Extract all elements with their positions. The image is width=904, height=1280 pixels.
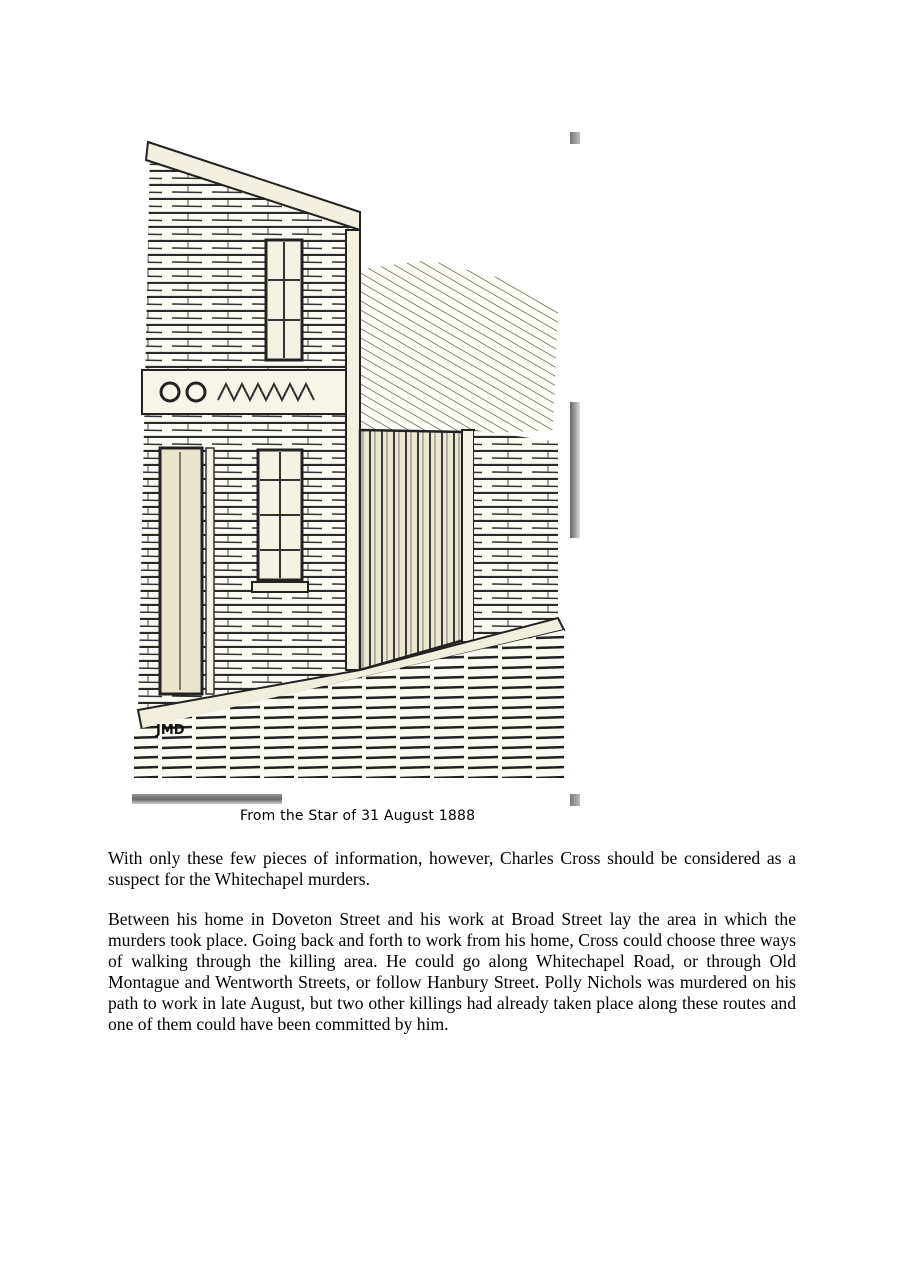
street-sketch-illustration bbox=[128, 130, 568, 800]
scan-artifact-mark bbox=[570, 132, 580, 144]
body-paragraph: With only these few pieces of information, however, Charles Cross should be considered as a suspect for the Whitechapel murders. bbox=[108, 848, 796, 889]
scan-artifact-mark bbox=[132, 794, 282, 804]
scan-artifact-mark bbox=[570, 794, 580, 806]
illustration-figure bbox=[128, 130, 584, 810]
scan-artifact-mark bbox=[570, 402, 580, 538]
figure-caption: From the Star of 31 August 1888 bbox=[240, 808, 476, 824]
body-paragraph: Between his home in Doveton Street and his work at Broad Street lay the area in which the murders took place. Going back and forth to work from his home, Cross could choose three ways of walking through the killing area. He could go along Whitechapel Road, or through Old Montague and Wentworth Streets, or follow Hanbury Street. Polly Nichols was murdered on his path to work in late August, but two other killings had already taken place along these routes and one of them could have been committed by him. bbox=[108, 909, 796, 1034]
illustration-signature: JMD bbox=[156, 723, 185, 738]
